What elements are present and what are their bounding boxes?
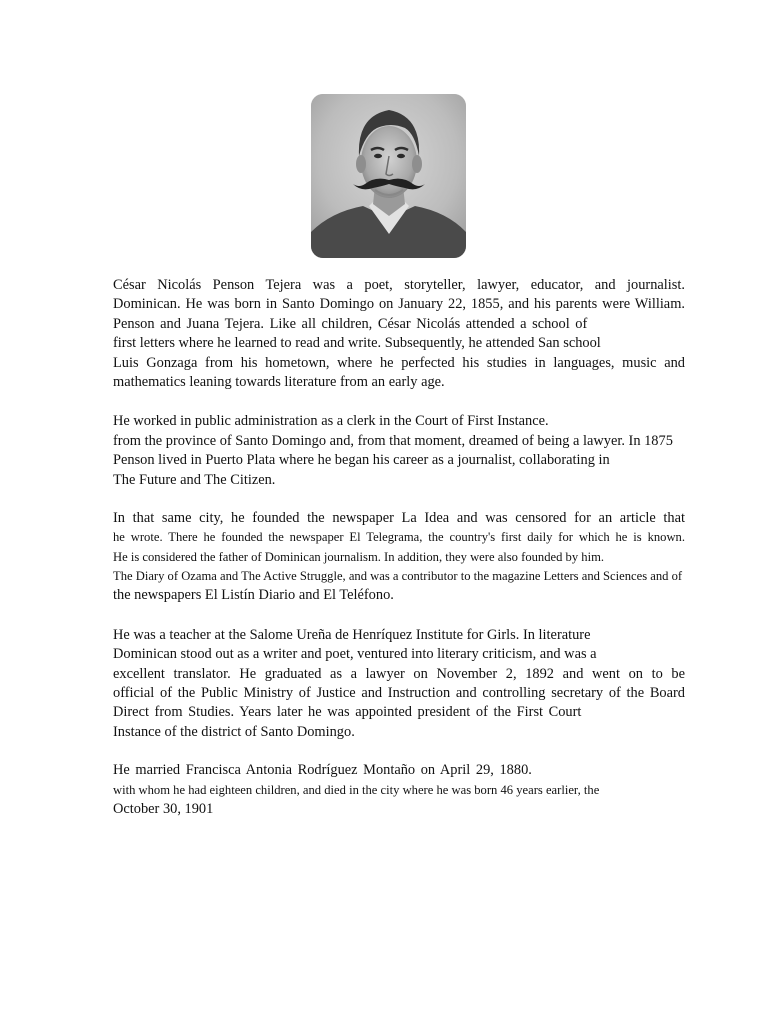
text-line: The Diary of Ozama and The Active Struggle, and was a contributor to the magazine Letters and Sciences and of	[113, 569, 683, 584]
text-line: He is considered the father of Dominican journalism. In addition, they were also founded by him.	[113, 549, 605, 564]
text-line: Direct from Studies. Years later he was appointed president of the First Court	[113, 704, 582, 721]
text-line: He married Francisca Antonia Rodríguez Montaño on April 29, 1880.	[113, 762, 532, 779]
paragraph-marriage-and-death	[113, 761, 685, 819]
text-line: from the province of Santo Domingo and, from that moment, dreamed of being a lawyer. In 1875	[113, 432, 673, 449]
text-line: mathematics leaning towards literature from an early age.	[113, 373, 445, 390]
portrait-photo	[311, 94, 466, 258]
text-line: César Nicolás Penson Tejera was a poet, storyteller, lawyer, educator, and journalist.	[113, 277, 685, 293]
text-line: excellent translator. He graduated as a lawyer on November 2, 1892 and went on to be	[113, 665, 685, 682]
biography-text	[113, 276, 685, 819]
text-line: The Future and The Citizen.	[113, 471, 276, 488]
text-line: Dominican stood out as a writer and poet, ventured into literary criticism, and was a	[113, 646, 597, 663]
text-line: He worked in public administration as a clerk in the Court of First Instance.	[113, 413, 549, 430]
paragraph-teaching-and-law	[113, 626, 685, 742]
text-line: He was a teacher at the Salome Ureña de Henríquez Institute for Girls. In literature	[113, 626, 591, 643]
text-line: Penson and Juana Tejera. Like all children, César Nicolás attended a school of	[113, 315, 588, 332]
text-line: official of the Public Ministry of Justice and Instruction and controlling secretary of the Board	[113, 685, 685, 702]
man-with-mustache-photo-icon	[311, 94, 466, 258]
paragraph-career-start	[113, 412, 685, 490]
text-line: Luis Gonzaga from his hometown, where he perfected his studies in languages, music and	[113, 354, 685, 371]
paragraph-early-life	[113, 276, 685, 392]
text-line: Instance of the district of Santo Domingo.	[113, 723, 355, 740]
paragraph-journalism	[113, 509, 685, 606]
text-line: October 30, 1901	[113, 800, 214, 817]
text-line: In that same city, he founded the newspaper La Idea and was censored for an article that	[113, 509, 685, 526]
text-line: Dominican. He was born in Santo Domingo on January 22, 1855, and his parents were William.	[113, 296, 685, 313]
text-line: first letters where he learned to read and write. Subsequently, he attended San school	[113, 335, 601, 352]
text-line: with whom he had eighteen children, and died in the city where he was born 46 years earlier, the	[113, 782, 600, 797]
text-line: Penson lived in Puerto Plata where he began his career as a journalist, collaborating in	[113, 452, 610, 469]
text-line: he wrote. There he founded the newspaper El Telegrama, the country's first daily for which he is known.	[113, 530, 685, 545]
text-line: the newspapers El Listín Diario and El Teléfono.	[113, 587, 394, 604]
